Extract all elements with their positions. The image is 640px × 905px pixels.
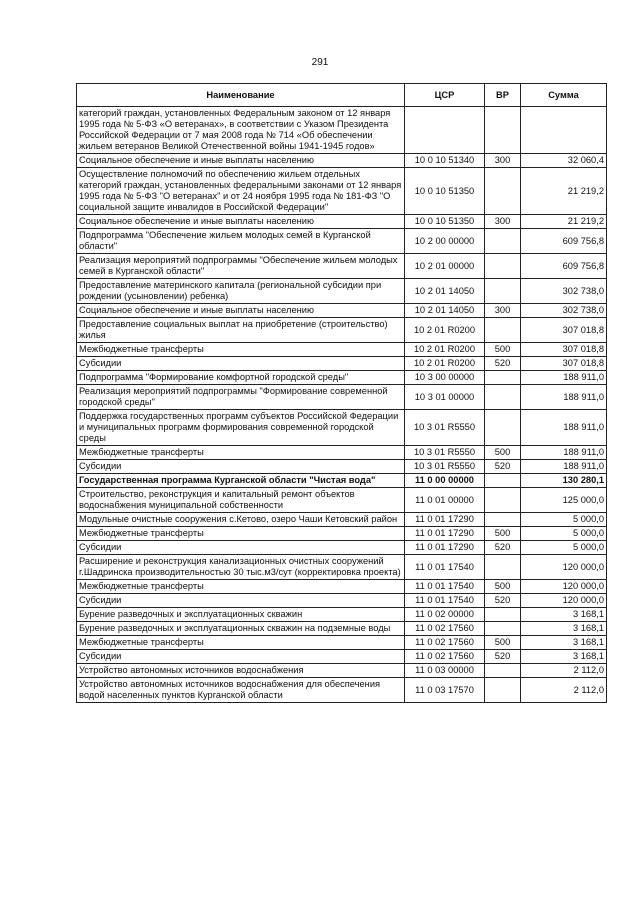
- cell-vr: 520: [485, 357, 521, 371]
- table-row: [77, 664, 607, 678]
- cell-csr: 10 0 10 51350: [405, 215, 485, 229]
- cell-vr: [485, 385, 521, 410]
- table-row: [77, 594, 607, 608]
- table-row: [77, 446, 607, 460]
- cell-name: Поддержка государственных программ субъектов Российской Федерации и муниципальных программ формирования современной городской среды: [77, 410, 405, 446]
- cell-sum: 2 112,0: [521, 678, 607, 703]
- cell-name: Межбюджетные трансферты: [77, 580, 405, 594]
- cell-sum: 5 000,0: [521, 513, 607, 527]
- cell-csr: 11 0 01 17540: [405, 555, 485, 580]
- table-row: [77, 154, 607, 168]
- cell-vr: [485, 168, 521, 215]
- cell-sum: 32 060,4: [521, 154, 607, 168]
- cell-name: Государственная программа Курганской области "Чистая вода": [77, 474, 405, 488]
- table-row: [77, 410, 607, 446]
- cell-sum: 5 000,0: [521, 527, 607, 541]
- cell-vr: 300: [485, 215, 521, 229]
- cell-vr: 520: [485, 650, 521, 664]
- cell-vr: [485, 513, 521, 527]
- cell-sum: 21 219,2: [521, 168, 607, 215]
- cell-name: Строительство, реконструкция и капитальный ремонт объектов водоснабжения муниципальной собственности: [77, 488, 405, 513]
- cell-name: Бурение разведочных и эксплуатационных скважин: [77, 608, 405, 622]
- table-row: [77, 474, 607, 488]
- cell-csr: 10 2 00 00000: [405, 229, 485, 254]
- cell-csr: 10 2 01 14050: [405, 304, 485, 318]
- cell-sum: 188 911,0: [521, 410, 607, 446]
- cell-vr: [485, 229, 521, 254]
- cell-sum: 609 756,8: [521, 254, 607, 279]
- table-row: [77, 650, 607, 664]
- table-row: [77, 608, 607, 622]
- table-row: [77, 555, 607, 580]
- cell-name: Межбюджетные трансферты: [77, 527, 405, 541]
- cell-sum: 188 911,0: [521, 446, 607, 460]
- cell-name: Межбюджетные трансферты: [77, 446, 405, 460]
- cell-name: категорий граждан, установленных Федеральным законом от 12 января 1995 года № 5-ФЗ «О ветеранах», в соответствии с Указом Президента Российской Федерации от 7 мая 2008 года № 714 «Об обеспечении жильем ветеранов Великой Отечественной войны 1941-1945 годов»: [77, 107, 405, 154]
- table-row: [77, 678, 607, 703]
- cell-csr: 10 2 01 14050: [405, 279, 485, 304]
- cell-vr: [485, 254, 521, 279]
- cell-vr: [485, 474, 521, 488]
- cell-sum: 3 168,1: [521, 608, 607, 622]
- cell-sum: [521, 107, 607, 154]
- cell-sum: 3 168,1: [521, 622, 607, 636]
- table-row: [77, 318, 607, 343]
- cell-name: Межбюджетные трансферты: [77, 636, 405, 650]
- cell-sum: 125 000,0: [521, 488, 607, 513]
- table-row: [77, 357, 607, 371]
- cell-vr: [485, 664, 521, 678]
- cell-sum: 120 000,0: [521, 555, 607, 580]
- cell-name: Субсидии: [77, 594, 405, 608]
- table-row: [77, 279, 607, 304]
- header-name: Наименование: [77, 84, 405, 107]
- header-sum: Сумма: [521, 84, 607, 107]
- cell-name: Предоставление социальных выплат на приобретение (строительство) жилья: [77, 318, 405, 343]
- cell-vr: 520: [485, 460, 521, 474]
- cell-csr: 11 0 01 17290: [405, 541, 485, 555]
- cell-sum: 307 018,8: [521, 343, 607, 357]
- table-row: [77, 488, 607, 513]
- cell-vr: [485, 622, 521, 636]
- table-row: [77, 580, 607, 594]
- table-row: [77, 254, 607, 279]
- table-row: [77, 460, 607, 474]
- cell-csr: 11 0 02 17560: [405, 650, 485, 664]
- cell-csr: [405, 107, 485, 154]
- cell-vr: 500: [485, 636, 521, 650]
- cell-vr: [485, 555, 521, 580]
- table-body: [77, 107, 607, 703]
- cell-name: Субсидии: [77, 650, 405, 664]
- cell-csr: 11 0 02 17560: [405, 622, 485, 636]
- cell-vr: 300: [485, 304, 521, 318]
- cell-csr: 10 2 01 R0200: [405, 357, 485, 371]
- cell-sum: 21 219,2: [521, 215, 607, 229]
- table-row: [77, 343, 607, 357]
- cell-vr: 500: [485, 527, 521, 541]
- table-row: [77, 622, 607, 636]
- cell-csr: 11 0 02 00000: [405, 608, 485, 622]
- cell-name: Субсидии: [77, 357, 405, 371]
- cell-sum: 2 112,0: [521, 664, 607, 678]
- cell-csr: 10 3 01 R5550: [405, 460, 485, 474]
- cell-vr: [485, 279, 521, 304]
- cell-vr: 500: [485, 343, 521, 357]
- cell-csr: 10 2 01 00000: [405, 254, 485, 279]
- cell-sum: 130 280,1: [521, 474, 607, 488]
- budget-table: [76, 83, 607, 703]
- cell-vr: [485, 107, 521, 154]
- cell-sum: 120 000,0: [521, 580, 607, 594]
- cell-sum: 188 911,0: [521, 371, 607, 385]
- table-row: [77, 636, 607, 650]
- cell-csr: 10 0 10 51340: [405, 154, 485, 168]
- cell-name: Социальное обеспечение и иные выплаты населению: [77, 304, 405, 318]
- cell-name: Расширение и реконструкция канализационных очистных сооружений г.Шадринска производительностью 30 тыс.м3/сут (корректировка проекта): [77, 555, 405, 580]
- cell-vr: [485, 371, 521, 385]
- header-csr: ЦСР: [405, 84, 485, 107]
- cell-name: Субсидии: [77, 460, 405, 474]
- cell-name: Осуществление полномочий по обеспечению жильем отдельных категорий граждан, установленных федеральными законами от 12 января 1995 года № 5-ФЗ "О ветеранах" и от 24 ноября 1995 года № 181-ФЗ "О социальной защите инвалидов в Российской Федерации": [77, 168, 405, 215]
- cell-name: Социальное обеспечение и иные выплаты населению: [77, 215, 405, 229]
- cell-sum: 3 168,1: [521, 636, 607, 650]
- cell-csr: 10 3 01 R5550: [405, 446, 485, 460]
- table-row: [77, 304, 607, 318]
- cell-vr: 520: [485, 594, 521, 608]
- cell-name: Реализация мероприятий подпрограммы "Формирование современной городской среды": [77, 385, 405, 410]
- cell-name: Бурение разведочных и эксплуатационных скважин на подземные воды: [77, 622, 405, 636]
- cell-csr: 11 0 01 00000: [405, 488, 485, 513]
- table-header-row: [77, 84, 607, 107]
- cell-vr: 500: [485, 580, 521, 594]
- cell-sum: 307 018,8: [521, 318, 607, 343]
- cell-name: Социальное обеспечение и иные выплаты населению: [77, 154, 405, 168]
- cell-csr: 10 0 10 51350: [405, 168, 485, 215]
- cell-csr: 10 2 01 R0200: [405, 343, 485, 357]
- cell-name: Устройство автономных источников водоснабжения для обеспечения водой населенных пунктов Курганской области: [77, 678, 405, 703]
- header-vr: ВР: [485, 84, 521, 107]
- cell-vr: [485, 608, 521, 622]
- table-row: [77, 541, 607, 555]
- cell-name: Подпрограмма "Обеспечение жильем молодых семей в Курганской области": [77, 229, 405, 254]
- cell-name: Подпрограмма "Формирование комфортной городской среды": [77, 371, 405, 385]
- table-row: [77, 385, 607, 410]
- cell-csr: 11 0 01 17540: [405, 580, 485, 594]
- cell-sum: 302 738,0: [521, 279, 607, 304]
- table-row: [77, 168, 607, 215]
- cell-csr: 10 3 01 R5550: [405, 410, 485, 446]
- cell-csr: 10 2 01 R0200: [405, 318, 485, 343]
- cell-csr: 11 0 01 17290: [405, 527, 485, 541]
- table-row: [77, 527, 607, 541]
- cell-vr: [485, 678, 521, 703]
- cell-sum: 188 911,0: [521, 385, 607, 410]
- cell-vr: 500: [485, 446, 521, 460]
- table-row: [77, 215, 607, 229]
- cell-name: Межбюджетные трансферты: [77, 343, 405, 357]
- cell-name: Реализация мероприятий подпрограммы "Обеспечение жильем молодых семей в Курганской области": [77, 254, 405, 279]
- cell-sum: 307 018,8: [521, 357, 607, 371]
- cell-csr: 10 3 00 00000: [405, 371, 485, 385]
- cell-sum: 5 000,0: [521, 541, 607, 555]
- cell-name: Субсидии: [77, 541, 405, 555]
- cell-csr: 11 0 00 00000: [405, 474, 485, 488]
- cell-csr: 11 0 03 17570: [405, 678, 485, 703]
- cell-vr: 520: [485, 541, 521, 555]
- cell-name: Устройство автономных источников водоснабжения: [77, 664, 405, 678]
- cell-csr: 11 0 01 17540: [405, 594, 485, 608]
- table-row: [77, 229, 607, 254]
- cell-vr: [485, 318, 521, 343]
- cell-sum: 302 738,0: [521, 304, 607, 318]
- cell-csr: 10 3 01 00000: [405, 385, 485, 410]
- table-row: [77, 513, 607, 527]
- cell-name: Модульные очистные сооружения с.Кетово, озеро Чаши Кетовский район: [77, 513, 405, 527]
- page-number: 291: [311, 57, 329, 68]
- table-row: [77, 107, 607, 154]
- cell-vr: [485, 488, 521, 513]
- cell-csr: 11 0 01 17290: [405, 513, 485, 527]
- cell-vr: 300: [485, 154, 521, 168]
- cell-sum: 3 168,1: [521, 650, 607, 664]
- cell-csr: 11 0 03 00000: [405, 664, 485, 678]
- cell-csr: 11 0 02 17560: [405, 636, 485, 650]
- cell-sum: 609 756,8: [521, 229, 607, 254]
- cell-sum: 188 911,0: [521, 460, 607, 474]
- cell-vr: [485, 410, 521, 446]
- cell-sum: 120 000,0: [521, 594, 607, 608]
- table-row: [77, 371, 607, 385]
- cell-name: Предоставление материнского капитала (региональной субсидии при рождении (усыновлении) ребенка): [77, 279, 405, 304]
